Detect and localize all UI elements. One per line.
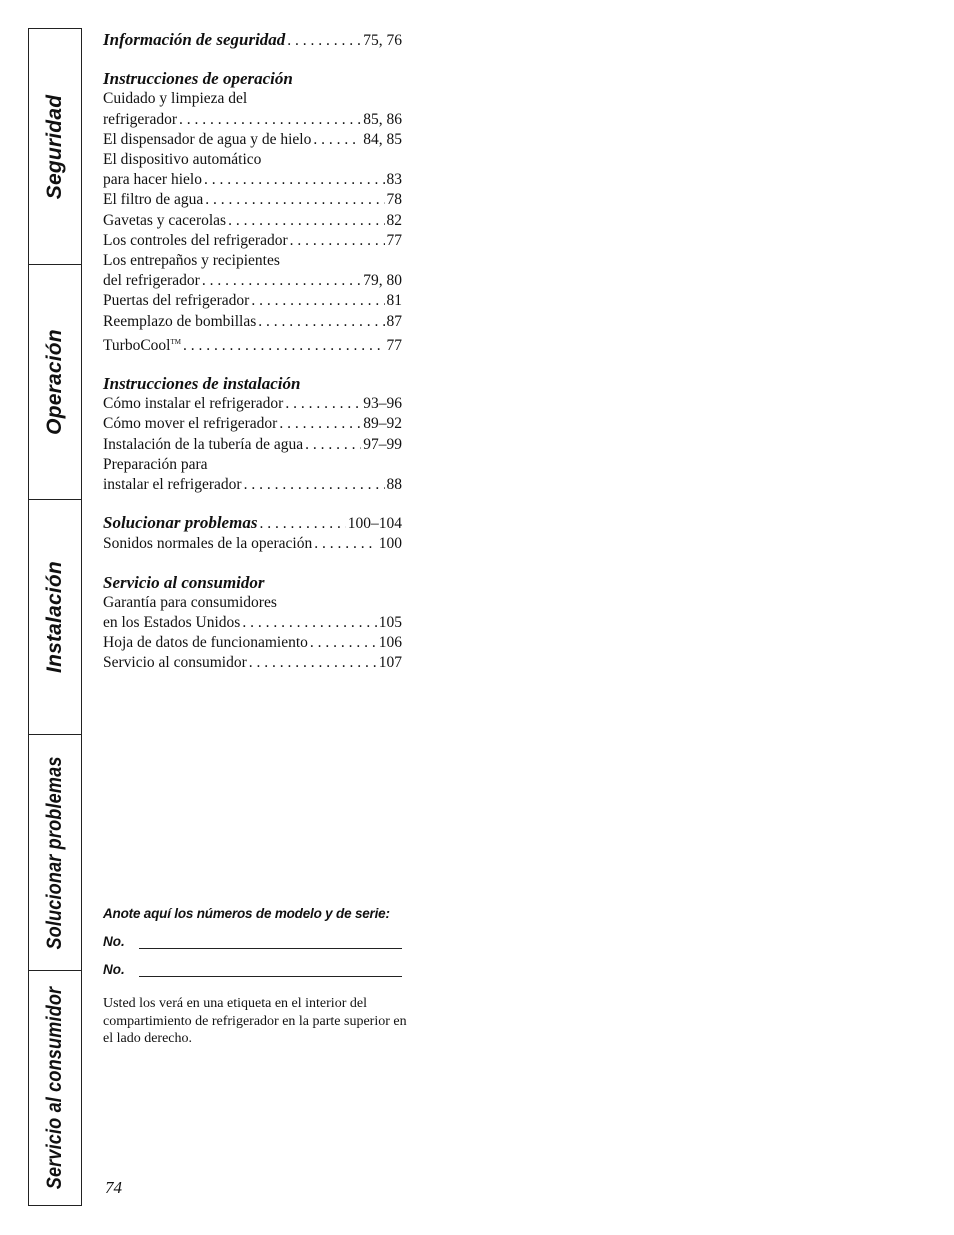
page-ref: 81 bbox=[386, 292, 402, 310]
toc-entry[interactable] bbox=[103, 633, 402, 653]
toc-entry[interactable] bbox=[103, 455, 402, 495]
entry-text: Cómo instalar el refrigerador bbox=[103, 395, 284, 413]
dot-leader bbox=[183, 336, 385, 356]
toc-entry[interactable] bbox=[103, 150, 402, 190]
toc-entry[interactable] bbox=[103, 513, 402, 534]
dot-leader bbox=[202, 271, 361, 291]
page-ref: 100 bbox=[378, 535, 402, 553]
section-heading: Información de seguridad bbox=[103, 30, 286, 49]
toc-entry[interactable] bbox=[103, 130, 402, 150]
entry-text: Servicio al consumidor bbox=[103, 654, 247, 672]
dot-leader bbox=[279, 414, 361, 434]
entry-text: Reemplazo de bombillas bbox=[103, 312, 257, 330]
page-ref: 77 bbox=[386, 336, 402, 354]
page-ref: 85, 86 bbox=[363, 110, 402, 128]
toc-entry[interactable] bbox=[103, 251, 402, 291]
tab-label: Seguridad bbox=[43, 94, 66, 199]
entry-text: El filtro de agua bbox=[103, 191, 204, 209]
dot-leader bbox=[228, 211, 384, 231]
page-ref: 84, 85 bbox=[363, 130, 402, 148]
entry-text: Hoja de datos de funcionamiento bbox=[103, 634, 308, 652]
page-ref: 106 bbox=[378, 634, 402, 652]
entry-text: Sonidos normales de la operación bbox=[103, 535, 313, 553]
field-label: No. bbox=[103, 962, 125, 977]
dot-leader bbox=[310, 633, 377, 653]
dot-leader bbox=[204, 170, 385, 190]
entry-line: Garantía para consumidores bbox=[103, 593, 277, 611]
toc-entry[interactable] bbox=[103, 89, 402, 129]
toc-entry[interactable] bbox=[103, 394, 402, 414]
field-label: No. bbox=[103, 934, 125, 949]
toc-section-consumer bbox=[103, 573, 402, 674]
entry-text: del refrigerador bbox=[103, 272, 200, 290]
dot-leader bbox=[249, 653, 377, 673]
entry-text: Cómo mover el refrigerador bbox=[103, 415, 278, 433]
page-ref: 97–99 bbox=[363, 435, 402, 453]
toc-entry[interactable] bbox=[103, 332, 402, 356]
toc-entry[interactable] bbox=[103, 30, 402, 51]
toc-entry[interactable] bbox=[103, 231, 402, 251]
dot-leader bbox=[287, 31, 361, 51]
entry-text: El dispensador de agua y de hielo bbox=[103, 130, 312, 148]
toc-entry[interactable] bbox=[103, 312, 402, 332]
page-ref: 82 bbox=[386, 211, 402, 229]
blank-line[interactable] bbox=[139, 964, 402, 977]
tab-label: Instalación bbox=[43, 561, 66, 673]
page-ref: 93–96 bbox=[363, 395, 402, 413]
section-heading: Solucionar problemas bbox=[103, 513, 258, 533]
entry-line: Preparación para bbox=[103, 455, 208, 473]
toc-section-safety bbox=[103, 30, 402, 51]
entry-line: Los entrepaños y recipientes bbox=[103, 252, 280, 270]
table-of-contents bbox=[103, 30, 402, 692]
dot-leader bbox=[205, 190, 384, 210]
toc-entry[interactable] bbox=[103, 435, 402, 455]
section-heading: Instrucciones de instalación bbox=[103, 374, 301, 394]
dot-leader bbox=[251, 291, 384, 311]
dot-leader bbox=[258, 312, 384, 332]
page-ref: 78 bbox=[386, 191, 402, 209]
dot-leader bbox=[305, 435, 361, 455]
tab-label: Operación bbox=[43, 329, 66, 435]
dot-leader bbox=[313, 130, 361, 150]
dot-leader bbox=[285, 394, 361, 414]
page-ref: 88 bbox=[386, 476, 402, 494]
page-ref: 87 bbox=[386, 312, 402, 330]
toc-section-troubleshooting bbox=[103, 513, 402, 554]
page-ref: 100–104 bbox=[347, 515, 402, 533]
page-ref: 75, 76 bbox=[363, 32, 402, 49]
entry-text: para hacer hielo bbox=[103, 171, 202, 189]
entry-text: TurboCool bbox=[103, 336, 171, 354]
model-number-field[interactable] bbox=[103, 931, 413, 949]
toc-entry[interactable] bbox=[103, 534, 402, 554]
dot-leader bbox=[242, 613, 376, 633]
entry-text: refrigerador bbox=[103, 110, 178, 128]
page-ref: 107 bbox=[378, 654, 402, 672]
toc-entry[interactable] bbox=[103, 190, 402, 210]
page-ref: 105 bbox=[378, 614, 402, 632]
dot-leader bbox=[179, 110, 361, 130]
tab-operacion[interactable] bbox=[29, 264, 81, 499]
entry-text: Instalación de la tubería de agua bbox=[103, 435, 304, 453]
toc-entry[interactable] bbox=[103, 211, 402, 231]
tab-label: Servicio al consumidor bbox=[43, 986, 66, 1190]
entry-text: instalar el refrigerador bbox=[103, 476, 242, 494]
section-heading: Servicio al consumidor bbox=[103, 572, 265, 592]
entry-line: Cuidado y limpieza del bbox=[103, 90, 248, 108]
tab-instalacion[interactable] bbox=[29, 499, 81, 734]
tab-label: Solucionar problemas bbox=[43, 755, 66, 950]
entry-text: en los Estados Unidos bbox=[103, 614, 241, 632]
toc-entry[interactable] bbox=[103, 593, 402, 633]
dot-leader bbox=[259, 514, 345, 534]
side-tab-column bbox=[28, 28, 82, 1206]
page-ref: 83 bbox=[386, 171, 402, 189]
page-ref: 77 bbox=[386, 231, 402, 249]
tab-solucionar-problemas[interactable] bbox=[29, 734, 81, 970]
toc-entry[interactable] bbox=[103, 414, 402, 434]
model-serial-notes bbox=[103, 906, 413, 1048]
toc-section-installation bbox=[103, 374, 402, 495]
dot-leader bbox=[314, 534, 377, 554]
dot-leader bbox=[244, 475, 385, 495]
dot-leader bbox=[290, 231, 385, 251]
page-ref: 79, 80 bbox=[363, 272, 402, 290]
serial-number-field[interactable] bbox=[103, 959, 413, 977]
page-ref: 89–92 bbox=[363, 415, 402, 433]
toc-entry[interactable] bbox=[103, 291, 402, 311]
toc-section-operation bbox=[103, 69, 402, 356]
notes-text: Usted los verá en una etiqueta en el interior del compartimiento de refrigerador en la parte superior en el lado derecho. bbox=[103, 996, 407, 1046]
page-number: 74 bbox=[105, 1178, 122, 1197]
section-heading: Instrucciones de operación bbox=[103, 69, 293, 89]
toc-entry[interactable] bbox=[103, 653, 402, 673]
entry-line: El dispositivo automático bbox=[103, 151, 262, 169]
tab-seguridad[interactable] bbox=[29, 29, 81, 264]
trademark-mark: TM bbox=[170, 337, 181, 346]
blank-line[interactable] bbox=[139, 936, 402, 949]
entry-text: Gavetas y cacerolas bbox=[103, 211, 227, 229]
tab-servicio-al-consumidor[interactable] bbox=[29, 970, 81, 1205]
entry-text: Puertas del refrigerador bbox=[103, 292, 250, 310]
entry-text: Los controles del refrigerador bbox=[103, 231, 288, 249]
notes-title: Anote aquí los números de modelo y de serie: bbox=[103, 906, 390, 921]
